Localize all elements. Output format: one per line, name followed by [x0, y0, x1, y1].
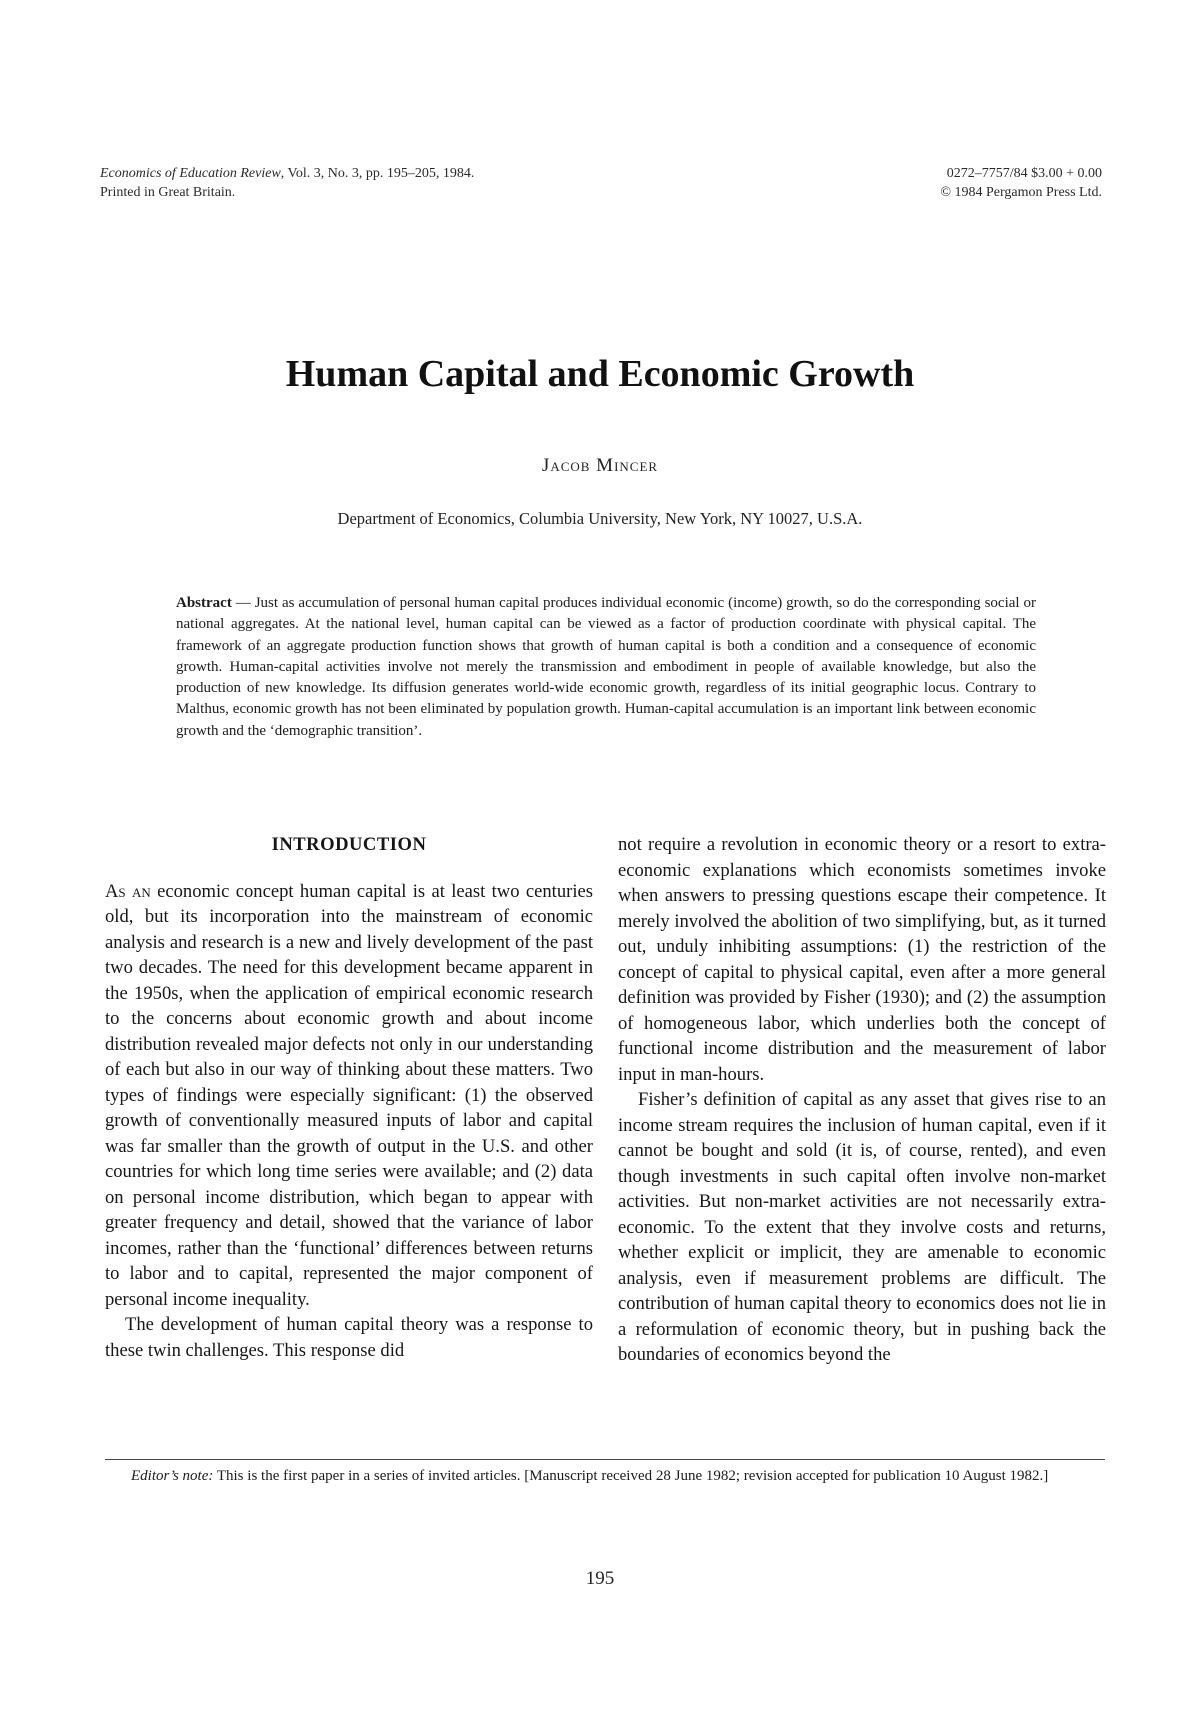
- body-paragraph: The development of human capital theory was a response to these twin challenges. This response did: [105, 1314, 593, 1361]
- citation-details: , Vol. 3, No. 3, pp. 195–205, 1984.: [280, 166, 475, 181]
- printed-in: Printed in Great Britain.: [100, 185, 236, 200]
- left-column: [105, 832, 593, 1363]
- journal-name: Economics of Education Review: [100, 166, 281, 181]
- author-affiliation: Department of Economics, Columbia University, New York, NY 10027, U.S.A.: [337, 509, 863, 528]
- footnote-label: Editor’s note:: [131, 1468, 214, 1484]
- footnote-text: This is the first paper in a series of invited articles. [Manuscript received 28 June 1982; revision accepted for publication 10 August 1982.]: [213, 1468, 1049, 1484]
- page-number: 195: [585, 1568, 615, 1589]
- editor-footnote: [105, 1466, 1105, 1487]
- body-paragraph: Fisher’s definition of capital as any asset that gives rise to an income stream requires the inclusion of human capital, even if it cannot be bought and sold (it is, of course, rented), and even though investments in such capital often involve non-market activities. But non-market activities are not necessarily extra-economic. To the extent that they involve costs and returns, whether explicit or implicit, they are amenable to economic analysis, even if measurement problems are difficult. The contribution of human capital theory to economics does not lie in a reformulation of economic theory, but in pushing back the boundaries of economics beyond the: [618, 1089, 1106, 1365]
- abstract-label: Abstract: [176, 595, 232, 611]
- abstract: [176, 593, 1036, 742]
- journal-citation: [100, 164, 474, 202]
- paragraph-text: economic concept human capital is at least two centuries old, but its incorporation into the mainstream of economic analysis and research is a new and lively development of the past two decades. The need for this development became apparent in the 1950s, when the application of empirical economic research to the concerns about economic growth and about income distribution revealed major defects not only in our understanding of each but also in our way of thinking about these matters. Two types of findings were especially significant: (1) the observed growth of conventionally measured inputs of labor and capital was far smaller than the growth of output in the U.S. and other countries for which long time series were available; and (2) data on personal income distribution, which began to appear with greater frequency and detail, showed that the variance of labor incomes, rather than the ‘functional’ differences between returns to labor and to capital, represented the major component of personal income inequality.: [105, 880, 593, 1310]
- right-column: [618, 832, 1106, 1368]
- section-heading: INTRODUCTION: [271, 834, 427, 855]
- footnote-divider: [105, 1459, 1105, 1460]
- copyright: © 1984 Pergamon Press Ltd.: [940, 185, 1102, 200]
- body-paragraph: [105, 879, 593, 1313]
- author-name: Jacob Mincer: [541, 455, 659, 476]
- paper-title: Human Capital and Economic Growth: [285, 353, 915, 395]
- drop-lead: As an: [105, 880, 151, 902]
- publisher-info: [940, 164, 1102, 202]
- issn-price: 0272–7757/84 $3.00 + 0.00: [946, 166, 1102, 181]
- body-paragraph: not require a revolution in economic theory or a resort to extra-economic explanations which economists sometimes invoke when answers to pressing questions escape their competence. It merely involved the abolition of two simplifying, but, as it turned out, unduly inhibiting assumptions: (1) the restriction of the concept of capital to physical capital, even after a more general definition was provided by Fisher (1930); and (2) the assumption of homogeneous labor, which underlies both the concept of functional income distribution and the measurement of labor input in man-hours.: [618, 834, 1106, 1085]
- abstract-text: — Just as accumulation of personal human capital produces individual economic (income) growth, so do the corresponding social or national aggregates. At the national level, human capital can be viewed as a factor of production coordinate with physical capital. The framework of an aggregate production function shows that growth of human capital is both a condition and a consequence of economic growth. Human-capital activities involve not merely the transmission and embodiment in people of available knowledge, but also the production of new knowledge. Its diffusion generates world-wide economic growth, regardless of its initial geographic locus. Contrary to Malthus, economic growth has not been eliminated by population growth. Human-capital accumulation is an important link between economic growth and the ‘demographic transition’.: [176, 595, 1036, 739]
